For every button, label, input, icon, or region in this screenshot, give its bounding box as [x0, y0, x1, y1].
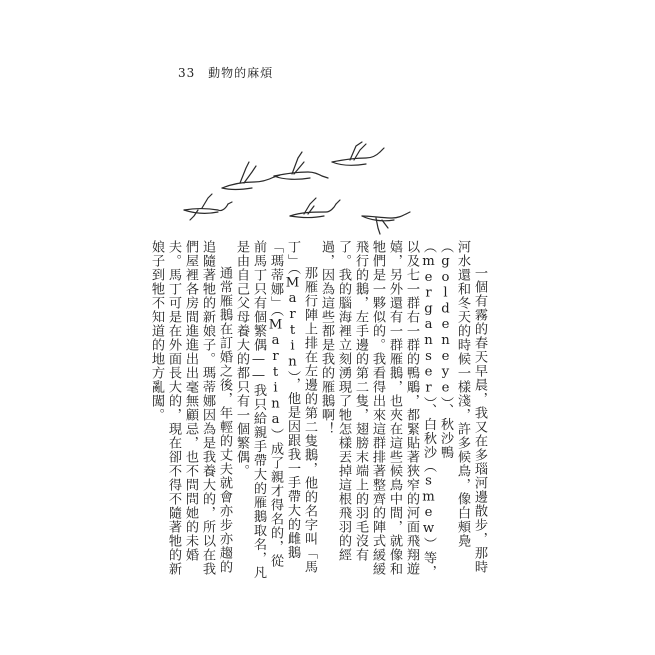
goose-illustration — [332, 142, 384, 165]
flying-geese-icon — [176, 140, 416, 240]
goose-illustration — [290, 198, 340, 218]
paragraph: 一個有霧的春天早晨，我又在多瑙河邊散步，那時河水還和冬天的時候一樣淺，許多候鳥，像白頰鳧（goldeneye）、秋沙鴨（merganser）、白秋沙（smew）等，以及七一群右一群的鴨鵰，都緊貼著狹窄的河面飛翔遊嬉，另外還有一群雁鵝，也夾在這些候鳥中間，就像和牠們是一夥似的。我看得出來這群排著整齊的陣式緩緩飛行的鵝，左手邊的第二隻，翅膀末端上的羽毛沒有了。我的腦海裡立刻湧現了牠怎樣丟掉這根飛羽的經過，因為這些都是我的雁鵝啊！ — [319, 240, 487, 579]
goose-illustration — [274, 152, 328, 179]
goose-illustration — [184, 194, 232, 220]
goose-illustration — [362, 212, 410, 234]
chapter-title: 動物的麻煩 — [208, 66, 274, 80]
page-number: 33 — [178, 66, 196, 80]
body-text — [149, 240, 488, 580]
paragraph: 那雁行陣上排在左邊的第二隻鵝，他的名字叫「馬丁」（Martin），他是因跟我一手帶大的雌鵝「瑪蒂娜」（Martina）成了親才得名的，從前馬丁只有個繁偶——我只給親手帶大的雁鵝取名，凡是由自己父母養大的都只有一個繁偶。 — [234, 240, 317, 580]
paragraph: 通常雁鵝在訂婚之後，年輕的丈夫就會亦步亦趨的追隨著牠的新娘子。瑪蒂娜因為是我養大的，所以在我們屋裡各房間進進出出毫無顧忌，也不問問她的未婚夫。馬丁可是在外面長大的，現在卻不得不隨著牠的新娘子到牠不知道的地方亂闖。 — [149, 240, 232, 576]
running-head — [178, 64, 273, 81]
goose-illustration — [222, 162, 280, 190]
